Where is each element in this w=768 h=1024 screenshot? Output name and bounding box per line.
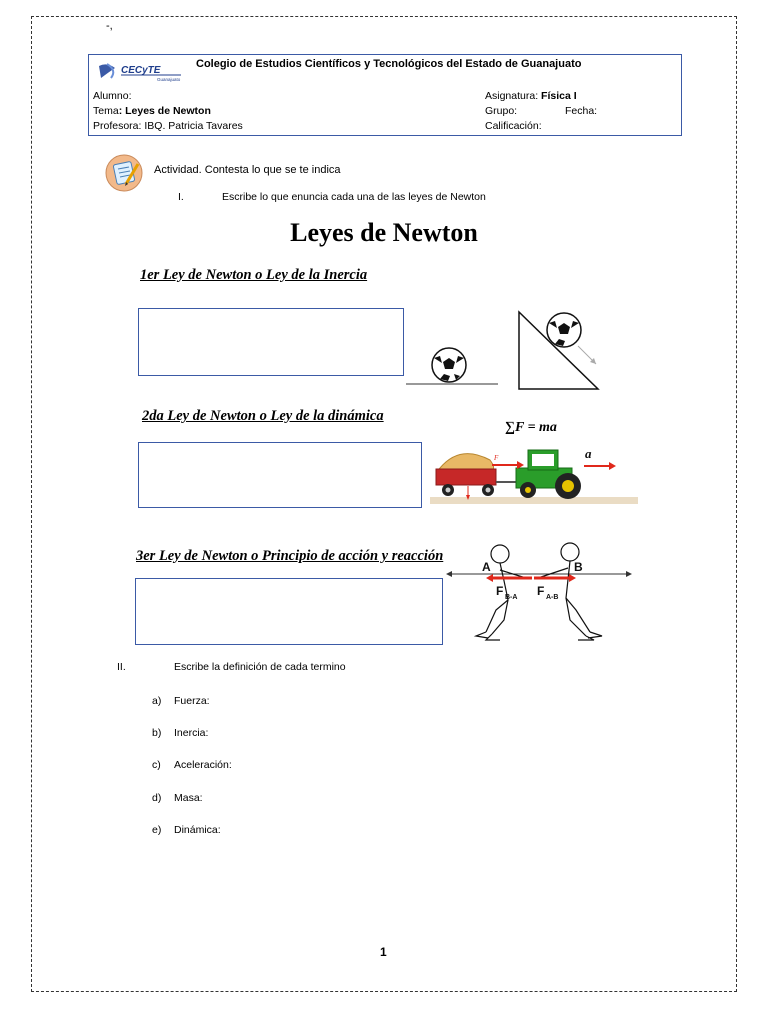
section1-text: Escribe lo que enuncia cada una de las leyes de Newton <box>222 191 486 203</box>
soccer-ball-icon <box>547 313 581 347</box>
section1-numeral: I. <box>178 191 184 203</box>
newton-formula: ∑F = ma⃗ <box>505 420 568 435</box>
corner-mark: -, <box>106 20 113 32</box>
force-ba-subscript: B-A <box>505 594 518 601</box>
asignatura-value: Física I <box>541 90 577 102</box>
term-dinamica: Dinámica: <box>174 824 221 836</box>
ball-on-incline-illustration <box>516 308 606 392</box>
term-letter: e) <box>152 824 162 836</box>
tema-field <box>93 105 211 117</box>
term-letter: d) <box>152 792 162 804</box>
notepad-pencil-icon <box>104 154 144 192</box>
ball-on-ground-illustration <box>404 343 504 387</box>
tema-label: Tema <box>93 105 119 117</box>
tema-value: : Leyes de Newton <box>118 105 211 117</box>
alumno-label: Alumno: <box>93 90 132 102</box>
calificacion-label: Calificación: <box>485 120 542 132</box>
law2-title: 2da Ley de Newton o Ley de la dinámica <box>142 408 384 424</box>
force-ab-subscript: A-B <box>546 594 559 601</box>
profesora-field: Profesora: IBQ. Patricia Tavares <box>93 120 243 132</box>
term-inercia: Inercia: <box>174 727 209 739</box>
law2-answer-box[interactable] <box>138 442 422 508</box>
page-number: 1 <box>380 945 387 959</box>
main-title: Leyes de Newton <box>290 218 478 247</box>
person-b-label: B <box>574 560 583 574</box>
school-name: Colegio de Estudios Científicos y Tecnológicos del Estado de Guanajuato <box>196 58 582 70</box>
person-b-figure <box>538 543 602 640</box>
tractor-force-label: F <box>494 454 499 462</box>
asignatura-label: Asignatura: <box>485 90 542 102</box>
person-a-label: A <box>482 560 491 574</box>
term-letter: c) <box>152 759 161 771</box>
law1-answer-box[interactable] <box>138 308 404 376</box>
term-aceleracion: Aceleración: <box>174 759 232 771</box>
force-ba-label: F <box>496 584 504 598</box>
cecyte-logo <box>97 60 183 82</box>
term-letter: b) <box>152 727 162 739</box>
fecha-label: Fecha: <box>565 105 598 117</box>
section2-text: Escribe la definición de cada termino <box>174 661 346 673</box>
header-box <box>88 54 682 136</box>
law1-title: 1er Ley de Newton o Ley de la Inercia <box>140 267 368 283</box>
term-masa: Masa: <box>174 792 203 804</box>
section2-numeral: II. <box>117 661 126 673</box>
grupo-label: Grupo: <box>485 105 518 117</box>
action-reaction-illustration <box>446 540 632 646</box>
law3-title: 3er Ley de Newton o Principio de acción y reacción <box>136 548 444 564</box>
soccer-ball-icon <box>432 348 466 382</box>
tractor-accel-label: a⃗ <box>585 446 602 461</box>
logo-subtext: Guanajuato <box>157 77 181 82</box>
force-ab-label: F <box>537 584 545 598</box>
asignatura-field <box>485 90 577 102</box>
activity-instruction: Actividad. Contesta lo que se te indica <box>154 164 341 176</box>
term-letter: a) <box>152 695 162 707</box>
term-fuerza: Fuerza: <box>174 695 210 707</box>
logo-text: CECyTE <box>121 65 161 76</box>
tractor-pulling-cart-illustration <box>430 440 640 510</box>
law3-answer-box[interactable] <box>135 578 443 645</box>
